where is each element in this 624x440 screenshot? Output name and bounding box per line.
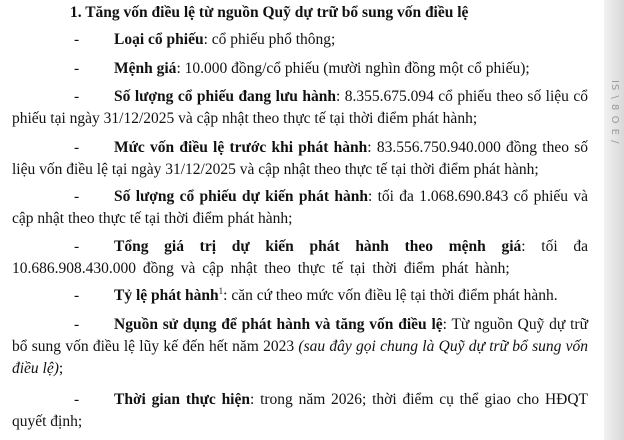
item-label: Nguồn sử dụng để phát hành và tăng vốn điều lệ	[114, 316, 443, 333]
item-text: : Từ nguồn Quỹ dự trữ bổ sung vốn điều lệ lũy kế đến hết năm 2023	[12, 316, 588, 355]
bullet-dash: -	[74, 287, 80, 304]
bullet-dash: -	[74, 391, 80, 408]
item-label: Số lượng cổ phiếu đang lưu hành	[114, 88, 336, 105]
edge-text: IS \ 8 O E /	[609, 80, 620, 145]
item-label: Tỷ lệ phát hành	[114, 287, 219, 304]
item-tail: ;	[58, 360, 64, 377]
item-expected-shares	[12, 186, 588, 230]
bullet-dash: -	[74, 316, 80, 333]
item-text: : tối đa 1.068.690.843 cổ phiếu và cập nhật theo thực tế tại thời điểm phát hành;	[12, 188, 588, 227]
item-par-value	[12, 58, 588, 80]
item-text: : 10.000 đồng/cổ phiếu (mười nghìn đồng một cổ phiếu);	[176, 60, 530, 77]
item-text: : 83.556.750.940.000 đồng theo số liệu vốn điều lệ tại ngày 31/12/2025 và cập nhật theo thực tế tại thời điểm phát hành;	[12, 139, 588, 178]
item-text: : cổ phiếu phổ thông;	[203, 31, 336, 48]
item-text: : 8.355.675.094 cổ phiếu theo số liệu cổ phiếu tại ngày 31/12/2025 và cập nhật theo thực tế tại thời điểm phát hành;	[12, 88, 588, 127]
bullet-dash: -	[74, 88, 80, 105]
item-italic-note: (sau đây gọi chung là Quỹ dự trữ bổ sung vốn điều lệ)	[12, 338, 589, 377]
item-text: : tối đa 10.686.908.430.000 đồng và cập nhật theo thực tế tại thời điểm phát hành;	[12, 238, 588, 277]
item-share-type	[12, 29, 588, 51]
bullet-dash: -	[74, 31, 80, 48]
item-text: : căn cứ theo mức vốn điều lệ tại thời điểm phát hành.	[223, 287, 558, 304]
footnote-marker: 1	[218, 285, 224, 296]
item-capital-source	[12, 314, 588, 380]
section-heading: 1. Tăng vốn điều lệ từ nguồn Quỹ dự trữ bổ sung vốn điều lệ	[70, 4, 469, 21]
item-label: Tổng giá trị dự kiến phát hành theo mệnh giá	[114, 238, 522, 255]
item-label: Loại cổ phiếu	[114, 31, 204, 48]
item-charter-capital	[12, 137, 588, 181]
bullet-dash: -	[74, 238, 80, 255]
bullet-dash: -	[74, 60, 80, 77]
item-label: Số lượng cổ phiếu dự kiến phát hành	[114, 188, 368, 205]
bullet-dash: -	[74, 188, 80, 205]
item-timing	[12, 389, 588, 433]
bullet-dash: -	[74, 139, 80, 156]
item-label: Mệnh giá	[114, 60, 177, 77]
item-label: Thời gian thực hiện	[114, 391, 250, 408]
item-text: : trong năm 2026; thời điểm cụ thể giao cho HĐQT quyết định;	[12, 391, 589, 430]
item-total-value	[12, 236, 588, 280]
item-issue-ratio	[12, 285, 588, 307]
page-edge-scan-artifact	[604, 0, 624, 440]
item-label: Mức vốn điều lệ trước khi phát hành	[114, 139, 368, 156]
item-outstanding-shares	[12, 86, 588, 130]
